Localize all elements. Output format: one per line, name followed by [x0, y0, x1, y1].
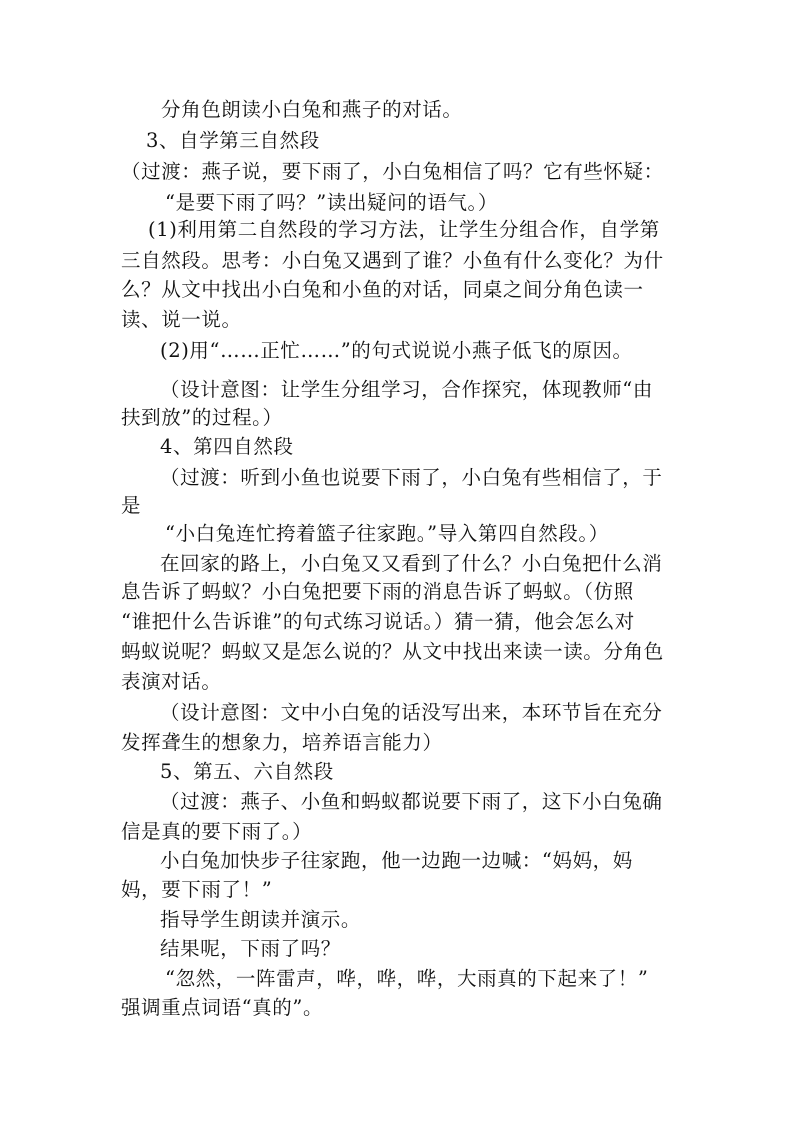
section-heading: 4、第四自然段: [160, 435, 294, 458]
section-heading: 3、自学第三自然段: [146, 129, 320, 152]
text-line: 分角色朗读小白兔和燕子的对话。: [161, 98, 463, 121]
text-line: 三自然段。思考：小白兔又遇到了谁？小鱼有什么变化？为什: [121, 249, 664, 272]
text-line: (2)用“……正忙……”的句式说说小燕子低飞的原因。: [160, 339, 633, 362]
text-line: 读、说一说。: [121, 308, 242, 331]
text-line: 信是真的要下雨了。）: [121, 820, 313, 843]
text-line: 强调重点词语“真的”。: [121, 996, 324, 1019]
text-line: “忽然，一阵雷声，哗，哗，哗，大雨真的下起来了！”: [165, 967, 649, 990]
text-line: （过渡：燕子说，要下雨了，小白兔相信了吗？它有些怀疑：: [121, 160, 664, 183]
text-line: (1)利用第二自然段的学习方法，让学生分组合作，自学第: [148, 218, 660, 241]
design-intent-line: 扶到放”的过程。）: [121, 406, 283, 429]
text-line: 结果呢，下雨了吗？: [160, 937, 341, 960]
text-line: “是要下雨了吗？”读出疑问的语气。）: [165, 191, 498, 214]
text-line: 是: [121, 494, 142, 517]
text-line: 小白兔加快步子往家跑，他一边跑一边喊：“妈妈，妈: [160, 849, 633, 872]
section-heading: 5、第五、六自然段: [160, 760, 334, 783]
text-line: 妈，要下雨了！”: [121, 878, 273, 901]
text-line: （过渡：听到小鱼也说要下雨了，小白兔有些相信了，于: [160, 466, 663, 489]
text-line: 指导学生朗读并演示。: [160, 908, 362, 931]
design-intent-line: （设计意图：让学生分组学习，合作探究，体现教师“由: [160, 378, 653, 401]
text-line: 表演对话。: [121, 670, 222, 693]
text-line: 么？从文中找出小白兔和小鱼的对话，同桌之间分角色读一: [121, 278, 644, 301]
text-line: 蚂蚁说呢？蚂蚁又是怎么说的？从文中找出来读一读。分角色: [121, 640, 664, 663]
design-intent-line: 发挥聋生的想象力，培养语言能力）: [121, 731, 443, 754]
text-line: 在回家的路上，小白兔又又看到了什么？小白兔把什么消: [160, 552, 663, 575]
design-intent-line: （设计意图：文中小白兔的话没写出来，本环节旨在充分: [160, 701, 663, 724]
text-line: 息告诉了蚂蚁？小白兔把要下雨的消息告诉了蚂蚁。（仿照: [121, 580, 634, 603]
text-line: （过渡：燕子、小鱼和蚂蚁都说要下雨了，这下小白兔确: [160, 790, 663, 813]
text-line: “小白兔连忙挎着篮子往家跑。”导入第四自然段。）: [165, 522, 609, 545]
text-line: “谁把什么告诉谁”的句式练习说话。）猜一猜，他会怎么对: [121, 610, 635, 633]
